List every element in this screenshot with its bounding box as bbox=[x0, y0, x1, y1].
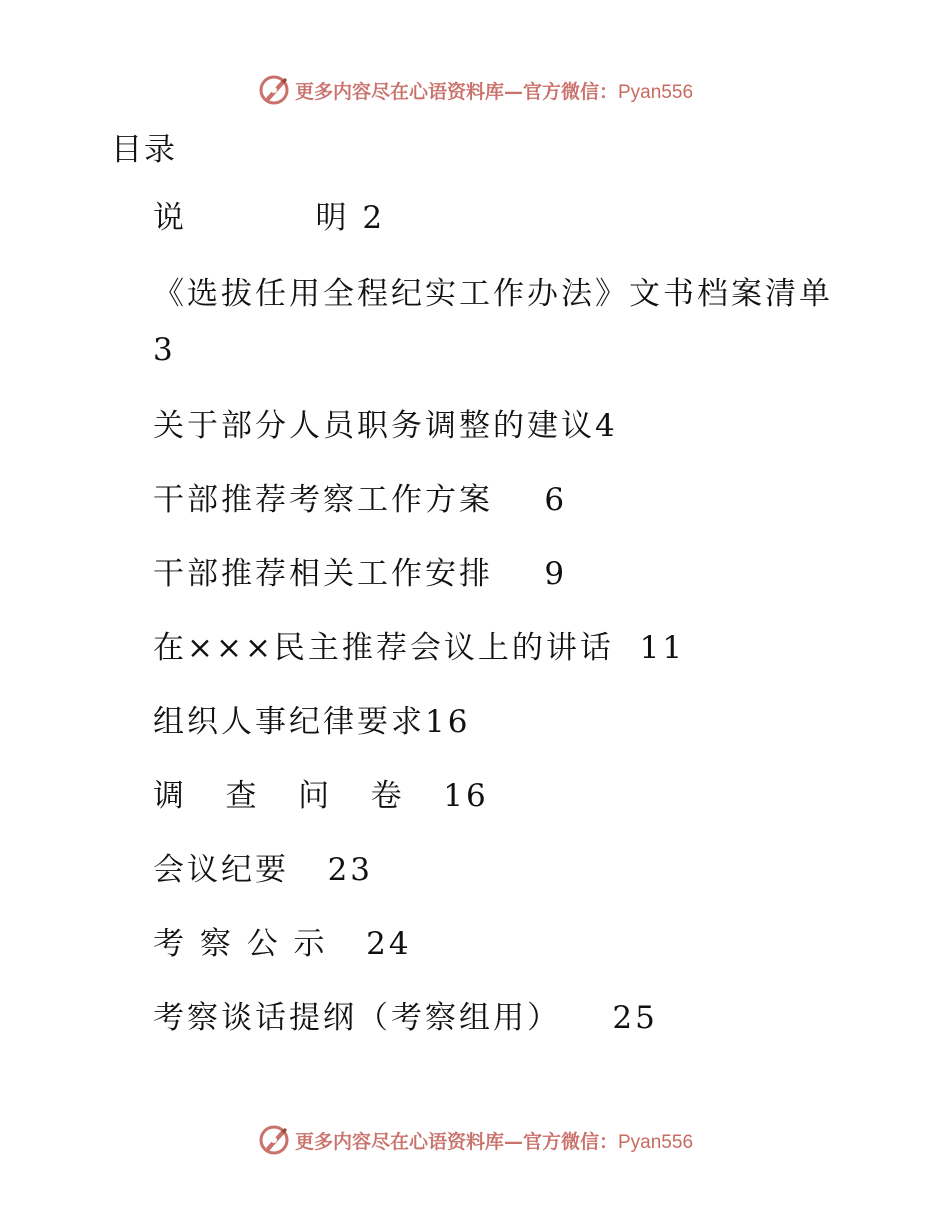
toc-item[interactable] bbox=[153, 628, 685, 668]
toc-item[interactable] bbox=[153, 274, 833, 314]
toc-item[interactable] bbox=[153, 998, 658, 1038]
toc-item-page: 9 bbox=[544, 556, 568, 592]
toc-item-label: 会议纪要 bbox=[153, 852, 328, 888]
toc-item-page: 23 bbox=[327, 852, 374, 888]
footer-watermark bbox=[0, 1120, 950, 1160]
toc-item[interactable] bbox=[153, 330, 176, 370]
toc-item-page: 3 bbox=[153, 332, 176, 368]
toc-item[interactable] bbox=[153, 406, 618, 446]
toc-item-label: 《选拔任用全程纪实工作办法》文书档案清单 bbox=[153, 276, 833, 312]
toc-item-page: 11 bbox=[639, 630, 686, 666]
toc-title: 目录 bbox=[111, 132, 177, 168]
toc-item-label: 干部推荐相关工作安排 bbox=[153, 556, 545, 592]
pen-seal-logo-icon bbox=[257, 1123, 291, 1157]
toc-item-label: 调 查 问 卷 bbox=[153, 778, 444, 814]
toc-item[interactable] bbox=[153, 850, 373, 890]
header-watermark bbox=[0, 70, 950, 110]
watermark-text: 更多内容尽在心语资料库—官方微信：Pyan556 bbox=[294, 80, 694, 103]
watermark-handle: Pyan556 bbox=[618, 81, 694, 103]
toc-item-page: 16 bbox=[425, 704, 471, 740]
toc-item-page: 2 bbox=[362, 200, 386, 236]
toc-item-label: 考察谈话提纲（考察组用） bbox=[153, 1000, 613, 1036]
toc-item-label: 干部推荐考察工作方案 bbox=[153, 482, 545, 518]
toc-item-label: 组织人事纪律要求 bbox=[153, 704, 425, 740]
watermark-group bbox=[257, 73, 693, 107]
toc-item-label: 在×××民主推荐会议上的讲话 bbox=[153, 630, 640, 666]
toc-item-label: 考 察 公 示 bbox=[153, 926, 367, 962]
toc-item-label: 说 明 bbox=[153, 200, 363, 236]
toc-item[interactable] bbox=[153, 924, 412, 964]
toc-item-page: 4 bbox=[595, 408, 618, 444]
toc-item[interactable] bbox=[153, 554, 567, 594]
toc-item-page: 16 bbox=[443, 778, 489, 814]
toc-item[interactable] bbox=[153, 702, 470, 742]
toc-item-page: 6 bbox=[544, 482, 568, 518]
toc-item[interactable] bbox=[153, 776, 489, 816]
watermark-group bbox=[257, 1123, 693, 1157]
watermark-handle: Pyan556 bbox=[618, 1131, 694, 1153]
pen-seal-logo-icon bbox=[257, 73, 291, 107]
toc-item[interactable] bbox=[153, 480, 567, 520]
toc-item-page: 25 bbox=[612, 1000, 658, 1036]
toc-item-label: 关于部分人员职务调整的建议 bbox=[153, 408, 595, 444]
toc-item-page: 24 bbox=[366, 926, 412, 962]
watermark-text: 更多内容尽在心语资料库—官方微信：Pyan556 bbox=[294, 1130, 694, 1153]
toc-item[interactable] bbox=[153, 198, 385, 238]
